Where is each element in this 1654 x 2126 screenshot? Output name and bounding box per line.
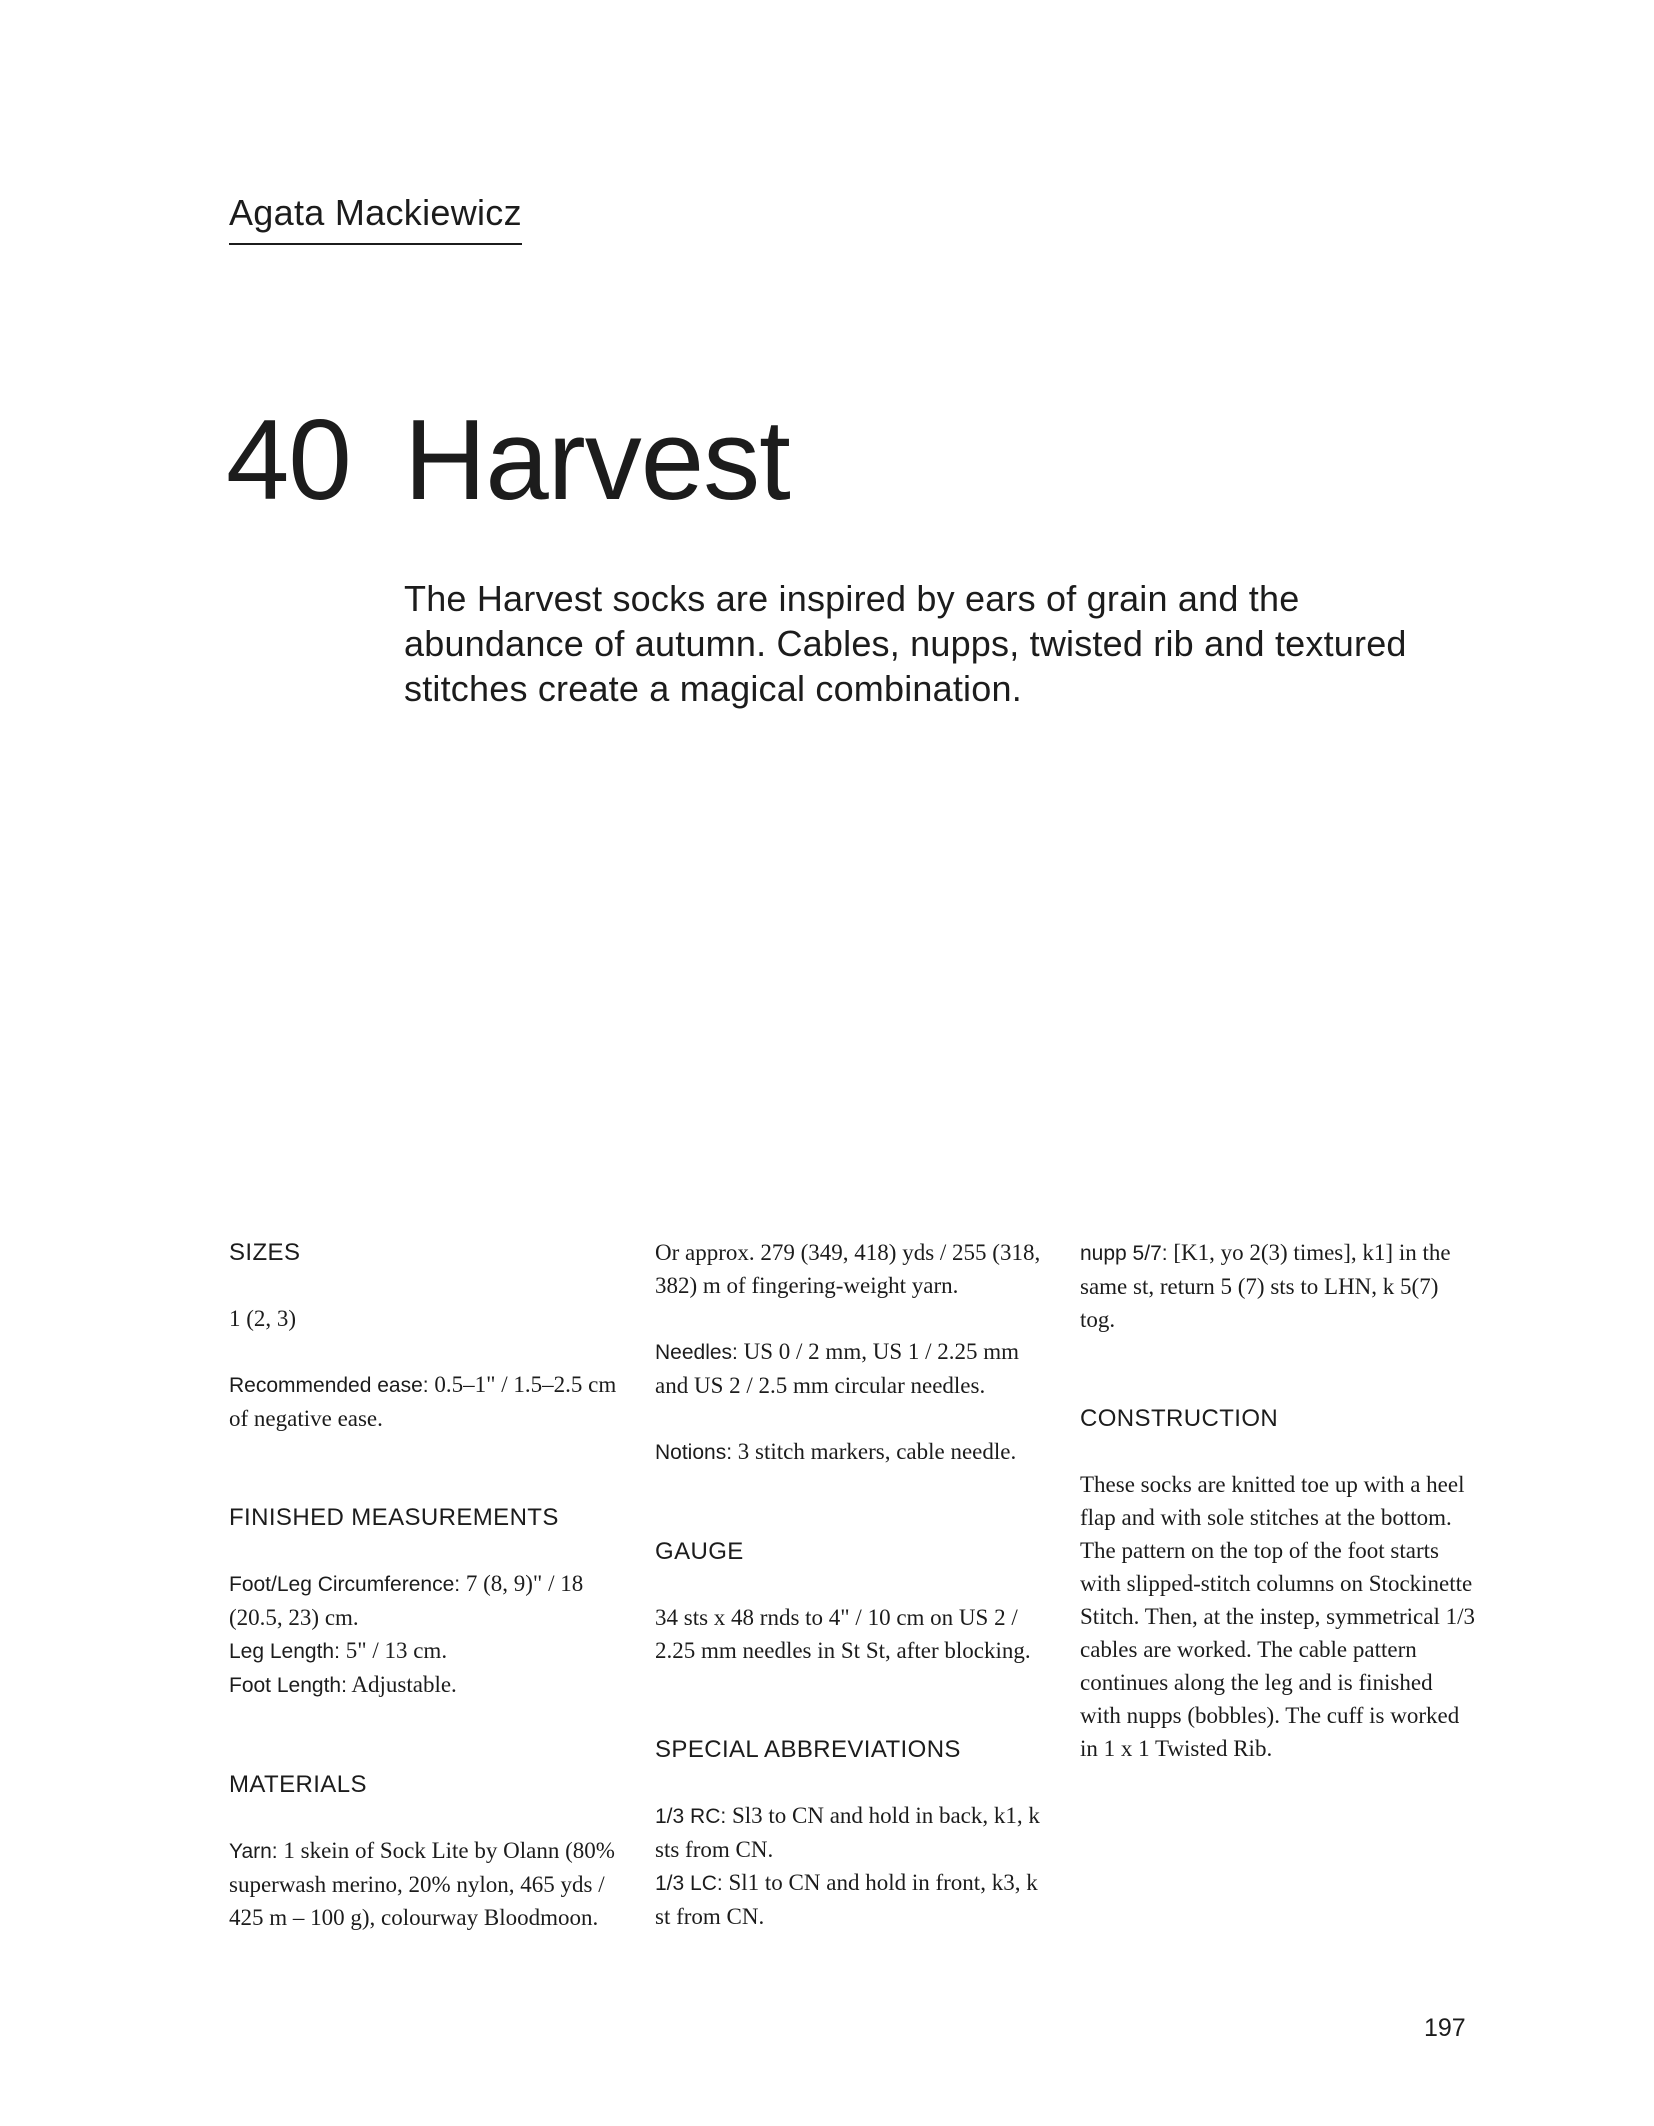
pattern-number: 40 (226, 397, 351, 524)
ease-value: 0.5–1" / 1.5–2.5 cm of negative ease. (229, 1372, 617, 1431)
ease-text (229, 1368, 624, 1435)
sizes-heading: SIZES (229, 1239, 301, 1266)
nupp-value: [K1, yo 2(3) times], k1] in the same st, return 5 (7) sts to LHN, k 5(7) tog. (1080, 1240, 1451, 1332)
needles-label: Needles: (655, 1341, 738, 1364)
intro-paragraph: The Harvest socks are inspired by ears of grain and the abundance of autumn. Cables, nupps, twisted rib and textured stitches create a magical combination. (404, 578, 1407, 709)
gauge-heading: GAUGE (655, 1538, 744, 1565)
materials-heading: MATERIALS (229, 1771, 367, 1798)
circumference-text (229, 1567, 624, 1634)
foot-length-text (229, 1668, 624, 1702)
construction-value: These socks are knitted toe up with a heel flap and with sole stitches at the bottom. The pattern on the top of the foot starts with slipped-stitch columns on Stockinette Stitch. Then, at the instep, symmetrical 1/3 cables are worked. The cable pattern continues along the leg and is finished with nupps (bobbles). The cuff is worked in 1 x 1 Twisted Rib. (1080, 1472, 1475, 1761)
pattern-title: Harvest (404, 397, 790, 524)
column-middle (655, 1236, 1050, 1933)
sizes-value: 1 (2, 3) (229, 1306, 297, 1331)
yarn-value: 1 skein of Sock Lite by Olann (80% superwash merino, 20% nylon, 465 yds / 425 m – 100 g), colourway Bloodmoon. (229, 1838, 615, 1930)
leg-length-value: 5" / 13 cm. (339, 1638, 448, 1663)
notions-text (655, 1435, 1050, 1469)
lc-label: 1/3 LC: (655, 1872, 723, 1895)
gauge-value: 34 sts x 48 rnds to 4" / 10 cm on US 2 / 2.25 mm needles in St St, after blocking. (655, 1605, 1031, 1663)
special-abbreviations-heading: SPECIAL ABBREVIATIONS (655, 1736, 961, 1763)
leg-length-label: Leg Length: (229, 1640, 340, 1663)
foot-length-value: Adjustable. (346, 1672, 457, 1697)
leg-length-text (229, 1634, 624, 1668)
lc-abbreviation-text (655, 1866, 1050, 1933)
rc-label: 1/3 RC: (655, 1805, 727, 1828)
author-name: Agata Mackiewicz (229, 193, 522, 245)
yarn-text (229, 1834, 624, 1934)
nupp-label: nupp 5/7: (1080, 1242, 1168, 1265)
nupp-abbreviation-text (1080, 1236, 1475, 1336)
notions-label: Notions: (655, 1441, 733, 1464)
notions-value: 3 stitch markers, cable needle. (732, 1439, 1017, 1464)
needles-value: US 0 / 2 mm, US 1 / 2.25 mm and US 2 / 2.5 mm circular needles. (655, 1339, 1020, 1398)
rc-abbreviation-text (655, 1799, 1050, 1866)
foot-length-label: Foot Length: (229, 1674, 347, 1697)
rc-value: Sl3 to CN and hold in back, k1, k sts from CN. (655, 1803, 1040, 1862)
circumference-value: 7 (8, 9)" / 18 (20.5, 23) cm. (229, 1571, 584, 1630)
needles-text (655, 1335, 1050, 1402)
finished-measurements-heading: FINISHED MEASUREMENTS (229, 1504, 559, 1531)
lc-value: Sl1 to CN and hold in front, k3, k st from CN. (655, 1870, 1038, 1929)
page-number: 197 (1424, 2014, 1466, 2042)
yarn-label: Yarn: (229, 1840, 278, 1863)
circumference-label: Foot/Leg Circumference: (229, 1573, 461, 1596)
construction-heading: CONSTRUCTION (1080, 1405, 1279, 1432)
yarn-approx-text: Or approx. 279 (349, 418) yds / 255 (318, 382) m of fingering-weight yarn. (655, 1240, 1041, 1298)
ease-label: Recommended ease: (229, 1374, 429, 1397)
column-right (1080, 1236, 1475, 1765)
column-left (229, 1236, 624, 1934)
